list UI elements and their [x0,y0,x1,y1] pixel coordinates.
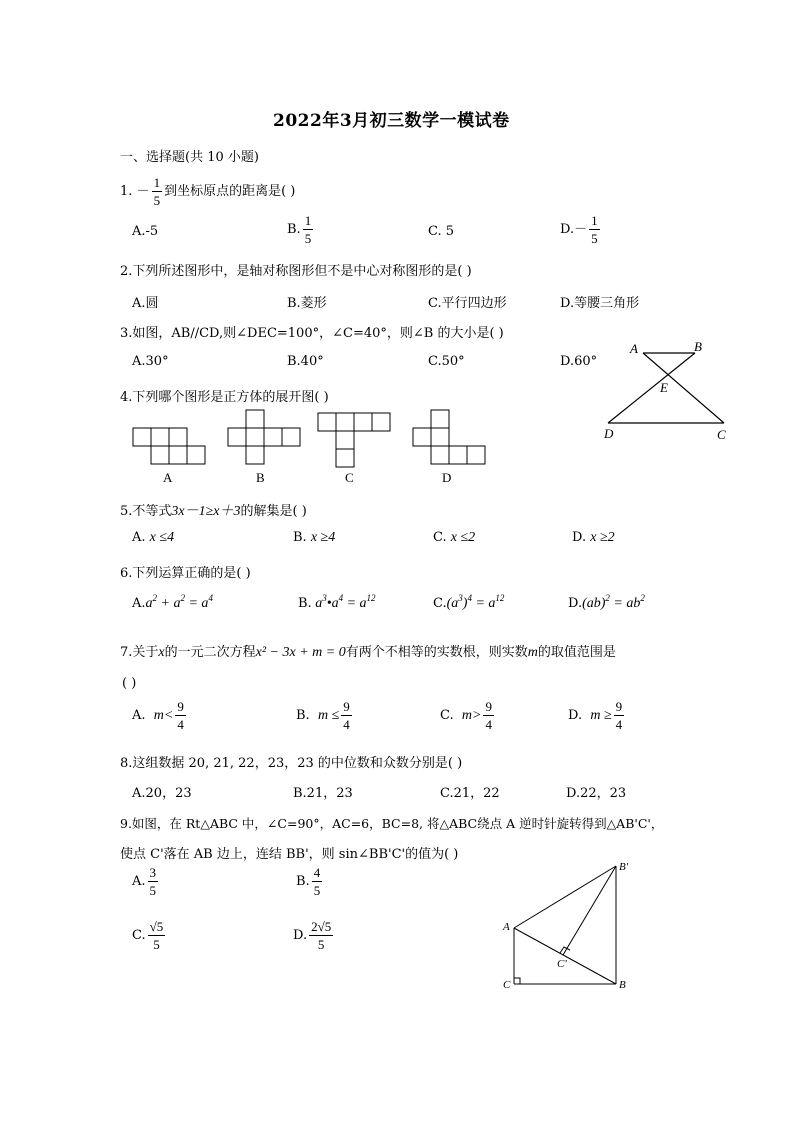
section-header: 一、选择题(共 10 小题) [120,150,259,165]
question-3: 3.如图，AB//CD,则∠DEC=100°，∠C=40°，则∠B 的大小是( ) [120,326,504,341]
q9-triangle-figure [500,856,640,996]
q2-option-c[interactable]: C.平行四边形 [428,296,507,311]
q9-option-d[interactable]: D. $\frac{2√5}{5}$ [293,919,332,952]
minus-sign: － [136,184,150,199]
inequality: 3x－1≥x＋3 [171,504,241,519]
net-label-a[interactable]: A [163,470,173,485]
question-6: 6.下列运算正确的是( ) [120,566,251,581]
label-e: E [660,380,668,395]
q7-option-b[interactable]: B. m ≤ $\frac{9}{4}$ [296,699,350,732]
net-label-d[interactable]: D [442,470,452,485]
q7-option-d[interactable]: D. m ≥ $\frac{9}{4}$ [568,699,623,732]
quadratic-equation: x² − 3x + m = 0 [255,645,346,660]
q6-option-c[interactable]: $C.(a^3)^4 = a^{12}$ [433,593,505,611]
q2-option-d[interactable]: D.等腰三角形 [560,296,640,311]
q9-option-a[interactable]: A. $\frac{3}{5}$ [132,865,157,898]
label-c: C [717,427,726,442]
question-7: 7.关于x的一元二次方程x² − 3x + m = 0有两个不相等的实数根，则实数m的取值范围是 [120,645,616,660]
label-a: A [630,341,638,356]
question-9-line-1: 9.如图，在 Rt△ABC 中，∠C=90°，AC=6，BC=8, 将△ABC绕点 A 逆时针旋转得到△AB'C'， [120,816,664,831]
question-2: 2.下列所述图形中，是轴对称图形但不是中心对称图形的是( ) [120,264,472,279]
label-a: A [503,921,510,933]
label-c-prime: C' [557,958,567,970]
q1-option-c[interactable]: C. 5 [428,224,455,239]
question-number: 1. [120,184,133,199]
q6-option-b[interactable]: B. $a^3•a^4 = a^{12}$ [298,593,376,611]
question-9-line-2: 使点 C'落在 AB 边上，连结 BB'，则 sin∠BB'C'的值为( ) [120,847,459,862]
q8-option-b[interactable]: B.21，23 [293,786,353,801]
q7-option-c[interactable]: C. m> $\frac{9}{4}$ [440,699,492,732]
question-7-paren: ( ) [122,676,137,691]
q5-option-d[interactable]: D. x ≥2 [572,530,615,545]
q2-option-b[interactable]: B.菱形 [287,296,327,311]
q5-option-c[interactable]: C. x ≤2 [433,530,476,545]
exam-title: 2022年3月初三数学一模试卷 [273,111,510,131]
q8-option-c[interactable]: C.21，22 [440,786,500,801]
q6-option-a[interactable]: $A.a^2 + a^2 = a^4$ [132,593,213,611]
label-b: B [619,979,626,991]
q3-option-d[interactable]: D.60° [560,354,598,369]
question-8: 8.这组数据 20, 21, 22，23，23 的中位数和众数分别是( ) [120,756,463,771]
question-1 [120,176,295,207]
label-b: B [694,339,702,354]
q8-option-d[interactable]: D.22，23 [566,786,627,801]
q5-option-a[interactable]: A. x ≤4 [132,530,175,545]
q1-option-a[interactable]: A.-5 [132,224,159,239]
label-b-prime: B' [619,861,629,873]
q7-option-a[interactable]: A. m< $\frac{9}{4}$ [132,699,184,732]
question-4: 4.下列哪个图形是正方体的展开图( ) [120,390,329,405]
q6-option-d[interactable]: $D.(ab)^2 = ab^2$ [568,593,645,611]
question-5: 5.不等式3x－1≥x＋3的解集是( ) [120,504,307,519]
q3-option-a[interactable]: A.30° [132,354,169,369]
net-label-b[interactable]: B [256,470,265,485]
q1-option-d[interactable]: D.－ $\frac{1}{5}$ [560,213,598,246]
net-label-c[interactable]: C [345,470,354,485]
q5-option-b[interactable]: B. x ≥4 [293,530,336,545]
fraction: $\frac{1}{5}$ [153,175,161,208]
q8-option-a[interactable]: A.20，23 [132,786,192,801]
q9-option-b[interactable]: B. $\frac{4}{5}$ [296,865,321,898]
label-c: C [503,979,511,991]
q3-option-c[interactable]: C.50° [428,354,465,369]
q3-option-b[interactable]: B.40° [287,354,324,369]
q3-hourglass-figure [598,338,738,446]
label-d: D [604,426,614,441]
q9-option-c[interactable]: C. $\frac{√5}{5}$ [132,919,164,952]
q4-cube-nets [128,408,498,488]
q2-option-a[interactable]: A.圆 [132,296,159,311]
question-text: 到坐标原点的距离是( ) [164,184,296,199]
q1-option-b[interactable]: B. $\frac{1}{5}$ [287,213,312,246]
